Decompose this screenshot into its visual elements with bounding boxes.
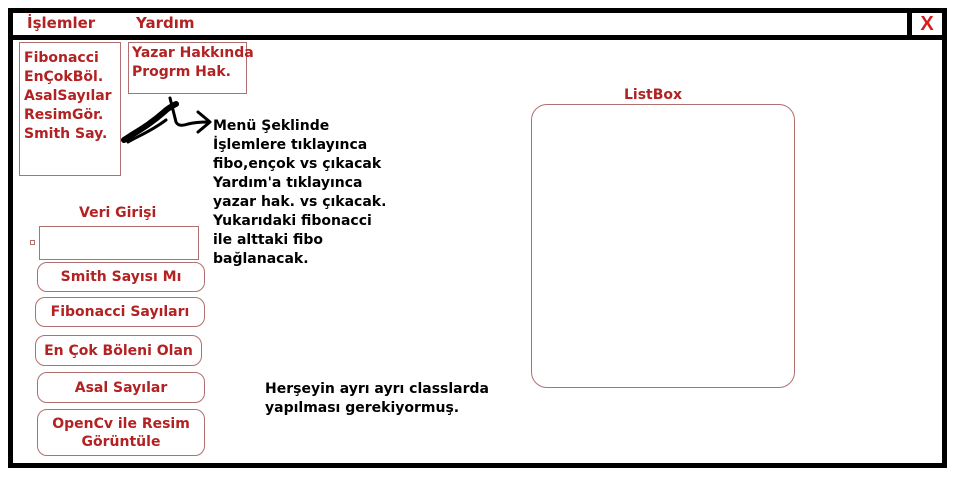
small-marker [30, 240, 35, 245]
smith-number-button[interactable]: Smith Sayısı Mı [37, 262, 205, 292]
submenu-item-fibonacci[interactable]: Fibonacci [24, 50, 99, 66]
close-button[interactable] [907, 8, 947, 40]
hand-drawn-arrow-icon [118, 92, 214, 150]
submenu-item-asal-sayilar[interactable]: AsalSayılar [24, 88, 112, 104]
note-classes: Herşeyin ayrı ayrı classlarda yapılması gerekiyormuş. [265, 381, 489, 416]
close-icon: X [920, 13, 934, 35]
submenu-item-resim-gor[interactable]: ResimGör. [24, 107, 104, 123]
submenu-item-smith-say[interactable]: Smith Say. [24, 126, 108, 142]
prime-numbers-button[interactable]: Asal Sayılar [37, 372, 205, 403]
yardim-submenu [128, 42, 254, 94]
islemler-submenu [19, 42, 121, 176]
most-divisors-button[interactable]: En Çok Böleni Olan [35, 335, 202, 366]
submenu-item-program-hakkinda[interactable]: Progrm Hak. [132, 64, 231, 80]
listbox[interactable] [531, 104, 795, 388]
input-label: Veri Girişi [79, 205, 157, 221]
menu-item-yardim[interactable]: Yardım [136, 14, 195, 32]
submenu-item-encokbol[interactable]: EnÇokBöl. [24, 69, 104, 85]
note-menu-description: Menü Şeklinde İşlemlere tıklayınca fibo,ençok vs çıkacak Yardım'a tıklayınca yazar hak. vs çıkacak. Yukarıdaki fibonacci ile alttaki fibo bağlanacak. [213, 118, 387, 267]
submenu-item-yazar-hakkinda[interactable]: Yazar Hakkında [132, 45, 254, 61]
menu-item-islemler[interactable]: İşlemler [27, 14, 96, 32]
listbox-label: ListBox [624, 87, 683, 103]
opencv-image-button[interactable]: OpenCv ile Resim Görüntüle [37, 409, 205, 456]
fibonacci-button[interactable]: Fibonacci Sayıları [35, 297, 205, 327]
data-input[interactable] [39, 226, 199, 260]
